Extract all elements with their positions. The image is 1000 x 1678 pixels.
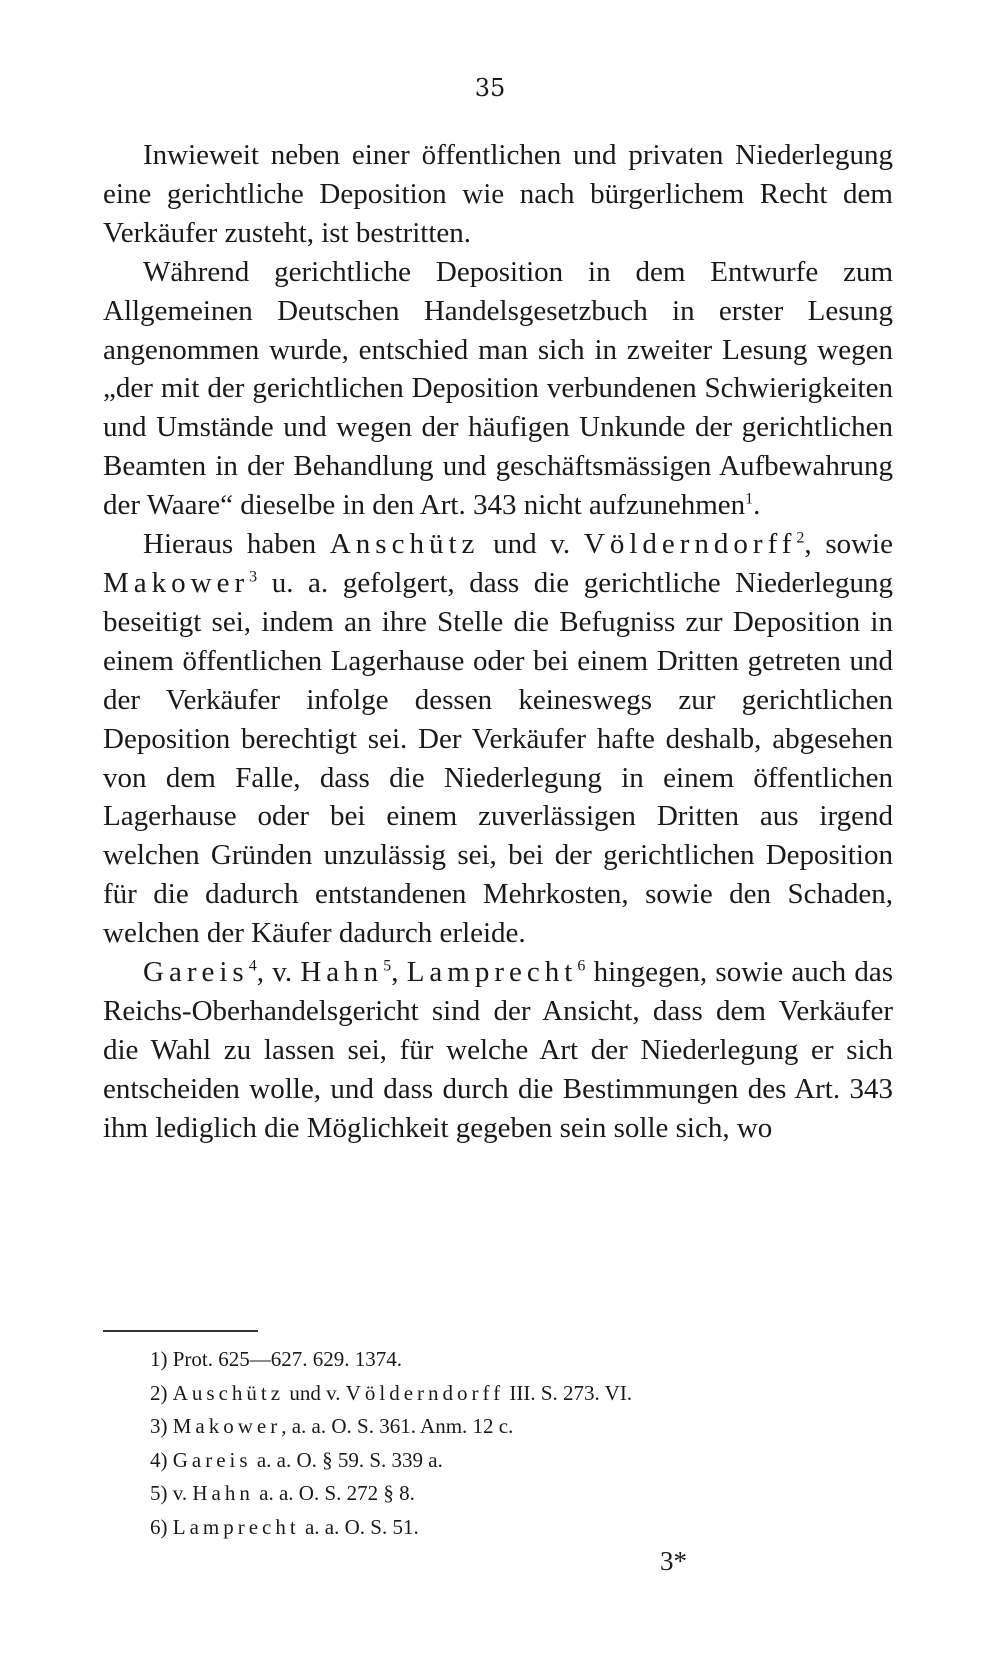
footnote-text: a. a. O. S. 51. [299, 1514, 419, 1539]
author-gareis: Gareis [143, 956, 249, 989]
paragraph-1-text: Inwieweit neben einer öffentlichen und privaten Niederlegung eine gerichtliche Deposition wie nach bürgerlichem Recht dem Verkäufer zusteht, ist bestritten. [103, 139, 893, 249]
footnote-ref-6: 6 [577, 957, 586, 975]
footnote-prefix: v. [172, 1481, 193, 1506]
paragraph-4-text-a: , v. [256, 956, 301, 989]
footnote-1 [150, 1343, 890, 1377]
paragraph-3-text-b: und v. [479, 528, 584, 561]
paragraph-4-text-b: , [391, 956, 407, 989]
footnote-text: Prot. 625—627. 629. 1374. [172, 1347, 403, 1371]
footnote-number: 5) [150, 1481, 168, 1506]
paragraph-2 [103, 253, 893, 525]
footnote-2 [150, 1377, 890, 1411]
footnote-ref-1: 1 [745, 490, 754, 508]
footnote-text-mid: und v. [284, 1380, 346, 1405]
footnote-number: 3) [150, 1414, 168, 1439]
footnote-author: Hahn [192, 1481, 254, 1506]
author-lamprecht: Lamprecht [406, 956, 578, 989]
footnote-divider [103, 1330, 258, 1332]
footnote-author: Makower [172, 1414, 282, 1439]
paragraph-3-text-a: Hieraus haben [143, 528, 330, 561]
footnote-ref-4: 4 [248, 957, 257, 975]
footnote-number: 4) [150, 1447, 168, 1472]
paragraph-3-text-c: , sowie [804, 528, 893, 561]
paragraph-4-text-c: hingegen, sowie auch das Reichs-Oberhandelsgericht sind der Ansicht, dass dem Verkäufer die Wahl zu lassen sei, für welche Art der Niederlegung er sich entscheiden wolle, und dass durch die Bestimmungen des Art. 343 ihm lediglich die Möglichkeit gegeben sein solle sich, wo [103, 956, 894, 1144]
author-anschuetz: Anschütz [329, 528, 480, 561]
paragraph-1 [103, 136, 893, 253]
footnote-6 [150, 1511, 890, 1545]
main-text [103, 136, 893, 1148]
footnote-ref-5: 5 [383, 957, 392, 975]
footnote-number: 2) [150, 1380, 168, 1405]
author-hahn: Hahn [300, 956, 384, 989]
paragraph-2-text: Während gerichtliche Deposition in dem Entwurfe zum Allgemeinen Deutschen Handelsgesetzbuch in erster Lesung angenommen wurde, entschied man sich in zweiter Lesung wegen „der mit der gerichtlichen Deposition verbundenen Schwierigkeiten und Umstände und wegen der häufigen Unkunde der gerichtlichen Beamten in der Behandlung und geschäftsmässigen Aufbewahrung der Waare“ dieselbe in den Art. 343 nicht aufzunehmen [103, 255, 893, 522]
footnote-ref-2: 2 [796, 529, 805, 547]
page-number: 35 [474, 74, 506, 102]
paragraph-2-end: . [753, 489, 761, 522]
footnote-number: 6) [150, 1514, 168, 1539]
footnote-author: Auschütz [172, 1380, 285, 1405]
footnote-text: a. a. O. § 59. S. 339 a. [251, 1447, 443, 1472]
footnote-text: , a. a. O. S. 361. Anm. 12 c. [281, 1414, 514, 1439]
footnote-text: III. S. 273. VI. [504, 1380, 633, 1405]
paragraph-3-text-d: u. a. gefolgert, dass die gerichtliche Niederlegung beseitigt sei, indem an ihre Stelle die Befugniss zur Deposition in einem öffentlichen Lagerhause oder bei einem Dritten getreten und der Verkäufer infolge dessen keineswegs zur gerichtlichen Deposition berechtigt sei. Der Verkäufer hafte deshalb, abgesehen von dem Falle, dass die Niederlegung in einem öffentlichen Lagerhause oder bei einem zuverlässigen Dritten aus irgend welchen Gründen unzulässig sei, bei der gerichtlichen Deposition für die dadurch entstandenen Mehrkosten, sowie den Schaden, welchen der Käufer dadurch erleide. [103, 566, 893, 950]
paragraph-4 [103, 953, 893, 1148]
footnote-4 [150, 1444, 890, 1478]
author-voelderndorff: Völderndorff [583, 528, 797, 561]
footnotes [150, 1343, 890, 1545]
footnote-3 [150, 1410, 890, 1444]
author-makower: Makower [103, 566, 250, 599]
footnote-5 [150, 1477, 890, 1511]
footnote-number: 1) [150, 1347, 168, 1371]
paragraph-3 [103, 525, 893, 953]
footnote-author-2: Völderndorff [345, 1380, 505, 1405]
footnote-author: Gareis [172, 1447, 252, 1472]
signature-mark: 3* [660, 1546, 687, 1576]
footnote-ref-3: 3 [249, 568, 258, 586]
footnote-text: a. a. O. S. 272 § 8. [253, 1481, 415, 1506]
footnote-author: Lamprecht [172, 1514, 300, 1539]
